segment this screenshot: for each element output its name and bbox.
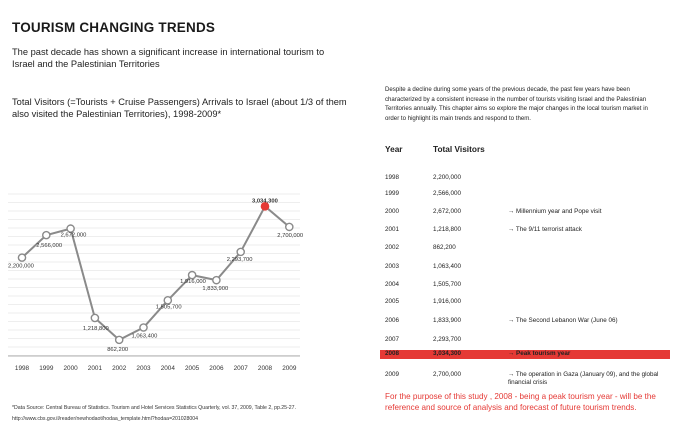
x-tick-label: 2002 — [112, 365, 127, 372]
x-tick-label: 2007 — [233, 365, 248, 372]
table-cell-year: 2004 — [385, 281, 400, 288]
data-point — [237, 248, 244, 255]
visitors-line-chart — [0, 190, 305, 390]
table-cell-year: 2001 — [385, 226, 400, 233]
data-point — [286, 223, 293, 230]
table-row — [380, 171, 670, 185]
x-tick-label: 2003 — [136, 365, 151, 372]
table-cell-year: 2009 — [385, 371, 400, 378]
page-title: TOURISM CHANGING TRENDS — [12, 20, 216, 35]
table-cell-value: 2,566,000 — [433, 190, 462, 197]
table-row — [380, 205, 670, 219]
table-cell-value: 3,034,300 — [433, 350, 462, 357]
table-row — [380, 241, 670, 255]
table-row — [380, 187, 670, 201]
data-label: 1,218,800 — [82, 325, 109, 332]
table-cell-value: 2,672,000 — [433, 208, 462, 215]
table-cell-value: 2,200,000 — [433, 174, 462, 181]
table-row — [380, 368, 670, 386]
x-tick-label: 1998 — [14, 365, 30, 372]
data-point — [140, 324, 147, 331]
table-cell-year: 2006 — [385, 317, 400, 324]
data-point — [43, 232, 50, 239]
table-cell-year: 1999 — [385, 190, 400, 197]
data-source-url[interactable]: http://www.cbs.gov.il/reader/newhodaot/hodaa_template.html?hodaa=201028004 — [12, 416, 199, 422]
x-tick-label: 2006 — [209, 365, 224, 372]
x-tick-label: 2000 — [63, 365, 78, 372]
x-tick-label: 2005 — [184, 365, 200, 372]
conclusion-note: For the purpose of this study , 2008 - being a peak tourism year - will be the reference and source of analysis and forecast of future tourism trends. — [385, 392, 656, 412]
data-point — [213, 277, 220, 284]
table-cell-value: 1,916,000 — [433, 298, 462, 305]
data-label: 1,063,400 — [131, 333, 158, 340]
x-tick-label: 1999 — [39, 365, 54, 372]
data-point — [91, 314, 98, 321]
table-cell-year: 1998 — [385, 174, 400, 181]
table-cell-year: 2005 — [385, 298, 400, 305]
table-cell-year: 2000 — [385, 208, 400, 215]
data-label: 1,505,700 — [155, 304, 182, 311]
data-label: 1,916,000 — [180, 279, 206, 286]
table-cell-note: → The operation in Gaza (January 09), and the global financial crisis — [508, 371, 659, 386]
x-tick-label: 2008 — [257, 365, 273, 372]
data-label: 2,200,000 — [8, 263, 34, 270]
data-label: 2,566,000 — [36, 243, 63, 250]
data-point — [164, 297, 171, 304]
table-row — [380, 314, 670, 328]
data-point — [116, 336, 123, 343]
table-cell-value: 1,833,900 — [433, 317, 462, 324]
table-header-total: Total Visitors — [433, 144, 485, 154]
table-row — [380, 278, 670, 292]
table-cell-value: 2,293,700 — [433, 336, 462, 343]
series-line — [22, 206, 289, 340]
table-cell-year: 2007 — [385, 336, 400, 343]
table-cell-value: 1,505,700 — [433, 281, 462, 288]
table-cell-note: → Peak tourism year — [508, 350, 571, 357]
data-label: 2,672,000 — [60, 232, 87, 239]
data-label: 1,833,900 — [202, 286, 229, 293]
table-cell-note: → The Second Lebanon War (June 06) — [508, 317, 618, 324]
table-cell-value: 1,218,800 — [433, 226, 462, 233]
table-row — [380, 350, 670, 359]
table-cell-year: 2008 — [385, 350, 400, 357]
x-tick-label: 2004 — [160, 365, 175, 372]
intro-paragraph: Despite a decline during some years of the previous decade, the past few years have been characterized by a consistent increase in the number of tourists visiting Israel and the Palestinian Territories annually. This chapter aims so explore the major changes in the local tourism market in order to highlight its main trends and respond to them. — [385, 86, 648, 122]
chart-title: Total Visitors (=Tourists + Cruise Passengers) Arrivals to Israel (about 1/3 of them also visited the Palestinian Territories), 1998-2009* — [12, 97, 347, 119]
table-cell-note: → Millennium year and Pope visit — [508, 208, 602, 215]
table-cell-year: 2002 — [385, 244, 400, 251]
data-source-footnote: *Data Source: Central Bureau of Statistics. Tourism and Hotel Services Statistics Quarterly, vol. 37, 2009, Table 2, pp.25-27. — [12, 405, 297, 411]
data-point — [18, 254, 25, 261]
x-tick-label: 2001 — [87, 365, 103, 372]
data-label: 3,034,300 — [252, 198, 278, 205]
data-point — [67, 225, 74, 232]
table-cell-value: 2,700,000 — [433, 371, 462, 378]
data-label: 2,293,700 — [226, 256, 253, 263]
table-cell-value: 1,063,400 — [433, 263, 462, 270]
data-label: 2,700,000 — [277, 232, 304, 239]
page-subtitle: The past decade has shown a significant increase in international tourism to Israel and the Palestinian Territories — [12, 47, 325, 69]
table-row — [380, 260, 670, 274]
table-header-year: Year — [385, 144, 403, 154]
table-row — [380, 333, 670, 347]
table-cell-note: → The 9/11 terrorist attack — [508, 226, 582, 233]
table-row — [380, 223, 670, 237]
data-point — [189, 271, 196, 278]
table-cell-value: 862,200 — [433, 244, 456, 251]
table-cell-year: 2003 — [385, 263, 400, 270]
data-label: 862,200 — [107, 346, 129, 353]
x-tick-label: 2009 — [282, 365, 297, 372]
table-row — [380, 295, 670, 309]
